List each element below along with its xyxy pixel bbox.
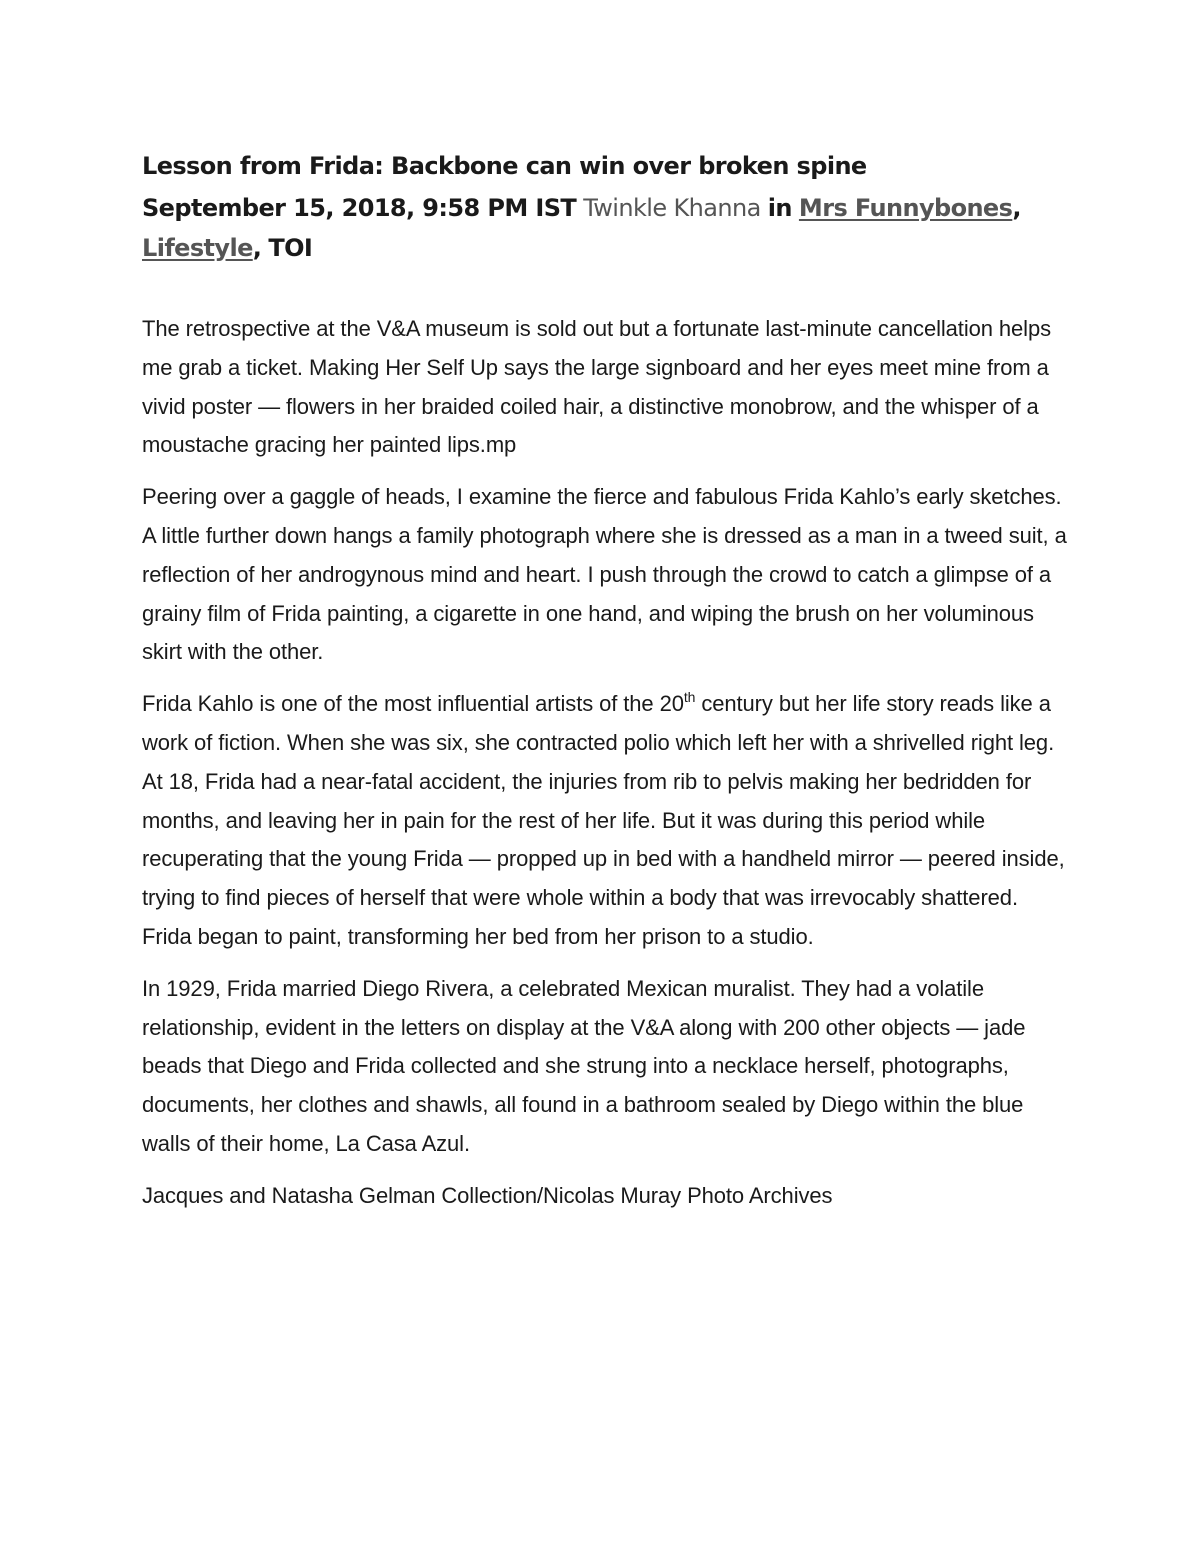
- article-paragraph-1: The retrospective at the V&A museum is sold out but a fortunate last-minute cancellation helps me grab a ticket. Making Her Self Up says the large signboard and her eyes meet mine from a vivid poster — flowers in her braided coiled hair, a distinctive monobrow, and the whisper of a moustache gracing her painted lips.mp: [142, 316, 1051, 458]
- article-paragraph-4: In 1929, Frida married Diego Rivera, a celebrated Mexican muralist. They had a volatile relationship, evident in the letters on display at the V&A along with 200 other objects — jade beads that Diego and Frida collected and she strung into a necklace herself, photographs, documents, her clothes and shawls, all found in a bathroom sealed by Diego within the blue walls of their home, La Casa Azul.: [142, 975, 1026, 1156]
- category-separator: ,: [252, 234, 262, 262]
- article-date: September 15, 2018, 9:58 PM IST: [142, 194, 577, 222]
- photo-caption: Jacques and Natasha Gelman Collection/Nicolas Muray Photo Archives: [142, 1182, 833, 1208]
- article: [142, 146, 1067, 1229]
- article-author: Twinkle Khanna: [583, 194, 761, 222]
- category-link-mrs-funnybones[interactable]: Mrs Funnybones: [798, 194, 1013, 222]
- article-byline: [142, 188, 1067, 268]
- article-title: Lesson from Frida: Backbone can win over broken spine: [142, 152, 867, 180]
- category-separator: ,: [1012, 194, 1021, 222]
- paragraph-3-text-end: century but her life story reads like a work of fiction. When she was six, she contracted polio which left her with a shrivelled right leg. At 18, Frida had a near-fatal accident, the injuries from rib to pelvis making her bedridden for months, and leaving her in pain for the rest of her life. But it was during this period while recuperating that the young Frida — propped up in bed with a handheld mirror — peered inside, trying to find pieces of herself that were whole within a body that was irrevocably shattered. Frida began to paint, transforming her bed from her prison to a studio.: [142, 691, 1065, 949]
- paragraph-3-text-start: Frida Kahlo is one of the most influential artists of the 20: [142, 691, 684, 717]
- category-toi: TOI: [268, 234, 313, 262]
- ordinal-superscript: th: [683, 689, 696, 706]
- category-link-lifestyle[interactable]: Lifestyle: [142, 234, 253, 262]
- article-body: [142, 310, 1067, 1216]
- article-paragraph-2: Peering over a gaggle of heads, I examine the fierce and fabulous Frida Kahlo’s early sketches. A little further down hangs a family photograph where she is dressed as a man in a tweed suit, a reflection of her androgynous mind and heart. I push through the crowd to catch a glimpse of a grainy film of Frida painting, a cigarette in one hand, and wiping the brush on her voluminous skirt with the other.: [142, 484, 1067, 665]
- article-paragraph-3: [142, 685, 1067, 957]
- byline-in-word: in: [767, 194, 792, 222]
